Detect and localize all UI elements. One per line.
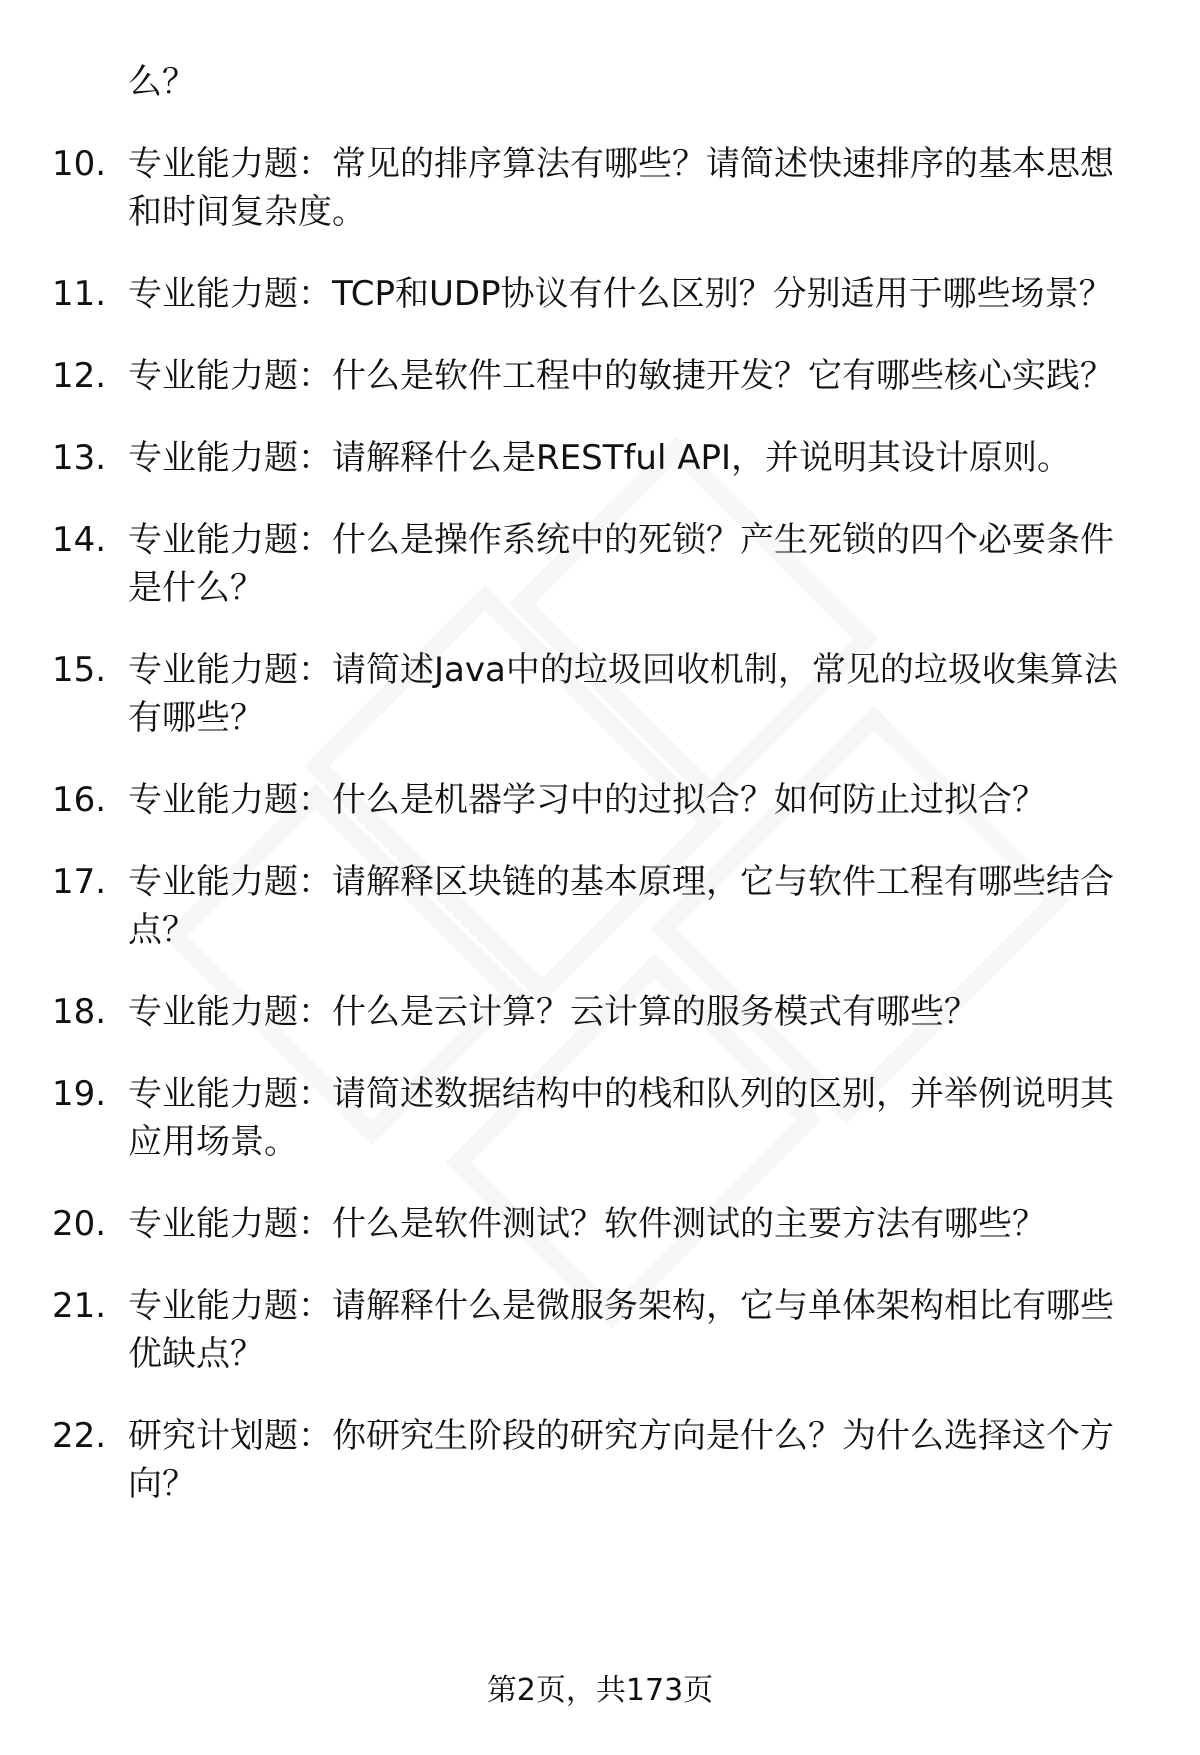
question-item (0, 988, 1200, 1036)
question-number: 11. (52, 274, 107, 314)
question-number: 13. (52, 438, 107, 478)
question-text: 专业能力题：什么是操作系统中的死锁？产生死锁的四个必要条件是什么？ (128, 520, 1114, 608)
question-number: 18. (52, 992, 107, 1032)
question-item (0, 270, 1200, 318)
question-list (0, 140, 1200, 1542)
page-footer: 第2页，共173页 (486, 1673, 714, 1708)
question-item (0, 646, 1200, 742)
question-text: 专业能力题：请解释什么是微服务架构，它与单体架构相比有哪些优缺点？ (128, 1286, 1114, 1374)
question-item (0, 1070, 1200, 1166)
question-item (0, 1412, 1200, 1508)
question-item (0, 858, 1200, 954)
question-text: 专业能力题：什么是软件测试？软件测试的主要方法有哪些？ (128, 1204, 1046, 1244)
question-item (0, 352, 1200, 400)
question-text: 专业能力题：请解释区块链的基本原理，它与软件工程有哪些结合点？ (128, 862, 1114, 950)
question-item (0, 434, 1200, 482)
question-number: 15. (52, 650, 107, 690)
question-text: 专业能力题：什么是云计算？云计算的服务模式有哪些？ (128, 992, 978, 1032)
question-number: 14. (52, 520, 107, 560)
question-item (0, 776, 1200, 824)
question-number: 17. (52, 862, 107, 902)
question-item (0, 516, 1200, 612)
question-number: 22. (52, 1416, 107, 1456)
question-item (0, 1200, 1200, 1248)
question-number: 10. (52, 144, 107, 184)
question-number: 12. (52, 356, 107, 396)
continuation-text: 么？ (128, 62, 196, 102)
question-text: 专业能力题：常见的排序算法有哪些？请简述快速排序的基本思想和时间复杂度。 (128, 144, 1114, 232)
question-number: 20. (52, 1204, 107, 1244)
question-item (0, 1282, 1200, 1378)
question-text: 专业能力题：请解释什么是RESTful API，并说明其设计原则。 (128, 438, 1072, 478)
question-number: 19. (52, 1074, 107, 1114)
question-text: 研究计划题：你研究生阶段的研究方向是什么？为什么选择这个方向？ (128, 1416, 1114, 1504)
question-text: 专业能力题：什么是软件工程中的敏捷开发？它有哪些核心实践？ (128, 356, 1114, 396)
question-text: 专业能力题：请简述数据结构中的栈和队列的区别，并举例说明其应用场景。 (128, 1074, 1114, 1162)
question-number: 21. (52, 1286, 107, 1326)
question-text: 专业能力题：TCP和UDP协议有什么区别？分别适用于哪些场景？ (128, 274, 1113, 314)
question-number: 16. (52, 780, 107, 820)
question-text: 专业能力题：什么是机器学习中的过拟合？如何防止过拟合？ (128, 780, 1046, 820)
question-text: 专业能力题：请简述Java中的垃圾回收机制，常见的垃圾收集算法有哪些？ (128, 650, 1118, 738)
question-item (0, 140, 1200, 236)
